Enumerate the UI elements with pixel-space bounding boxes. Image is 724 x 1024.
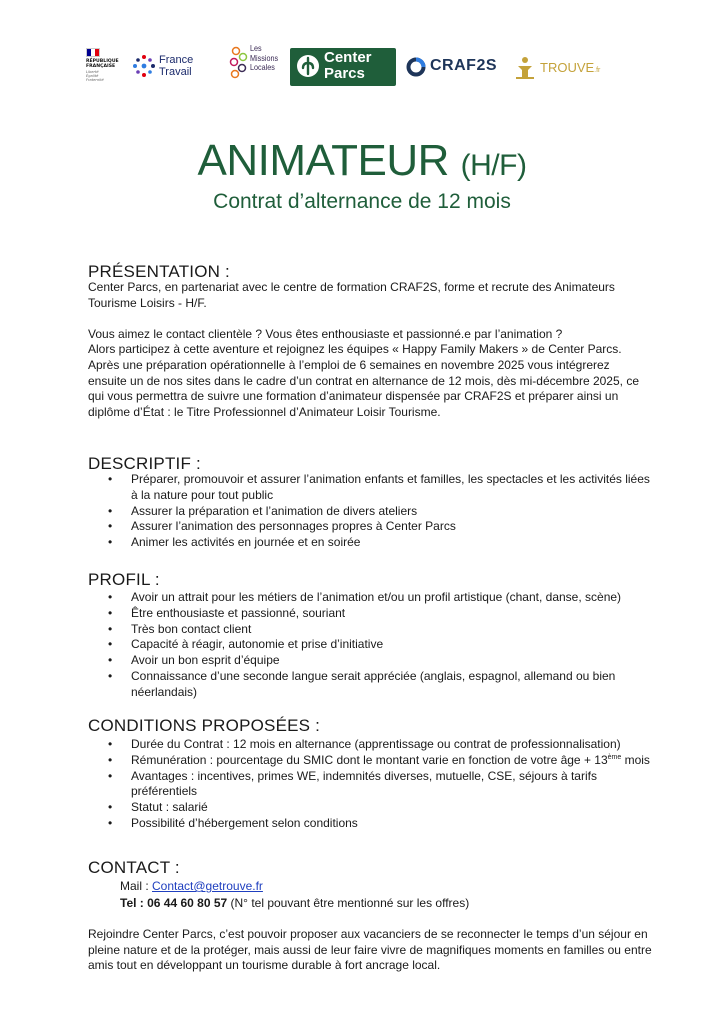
email-link[interactable]: Contact@getrouve.fr (152, 879, 263, 893)
france-travail-line-2: Travail (159, 66, 192, 78)
contact-heading: CONTACT : (88, 858, 180, 877)
france-travail-line-1: France (159, 54, 194, 66)
center-parcs-line-1: Center (324, 49, 372, 66)
presentation-line-5: qui vous permettra de suivre une formation d’animateur dispensée par CRAF2S et préparer ainsi un (88, 389, 619, 404)
presentation-line-4: ensuite un de nos sites dans le cadre d’un contrat en alternance de 12 mois, dès mi-décembre 2025, ce (88, 373, 639, 388)
presentation-line-6: diplôme d’État : le Titre Professionnel d’Animateur Loisir Tourisme. (88, 404, 441, 419)
title-main: ANIMATEUR (197, 136, 449, 185)
list-item: • Connaissance d’une seconde langue serait appréciée (anglais, espagnol, allemand ou bien néerlandais) (88, 669, 658, 701)
list-item: • Assurer la préparation et l’animation de divers ateliers (88, 504, 658, 520)
list-item: • Avoir un attrait pour les métiers de l’animation et/ou un profil artistique (chant, danse, scène) (88, 590, 658, 606)
remuneration-sup: ème (607, 753, 622, 761)
trouve-figure-icon (514, 56, 536, 80)
contact-mail-line (120, 878, 263, 894)
title-suffix: (H/F) (460, 149, 527, 182)
closing-paragraph: Rejoindre Center Parcs, c’est pouvoir proposer aux vacanciers de se reconnecter le temps d’un séjour en pleine nature et de la protéger, mais aussi de leur faire vivre de magnifiques moments en familles ou entre amis tout en développant un tourisme durable à fort ancrage local. (88, 927, 652, 973)
marianne-flag-icon (86, 48, 100, 57)
center-parcs-line-2: Parcs (324, 65, 365, 82)
descriptif-heading: DESCRIPTIF : (88, 454, 201, 473)
trouve-logo (514, 56, 616, 82)
france-travail-dots-icon (132, 54, 156, 78)
presentation-section (88, 280, 658, 420)
list-item: • Durée du Contrat : 12 mois en alternance (apprentissage ou contrat de professionnalisation) (88, 737, 658, 753)
presentation-line-2: Alors participez à cette aventure et rejoignez les équipes « Happy Family Makers » de Center Parcs. (88, 342, 622, 357)
center-parcs-logo (290, 48, 396, 86)
tel-note: (N° tel pouvant être mentionné sur les offres) (227, 896, 470, 910)
conditions-heading: CONDITIONS PROPOSÉES : (88, 716, 321, 735)
france-travail-logo (132, 52, 202, 82)
list-item: • Possibilité d’hébergement selon conditions (88, 816, 658, 832)
page-title (0, 138, 724, 189)
list-item (88, 753, 658, 769)
list-item: • Statut : salarié (88, 800, 658, 816)
list-item: • Être enthousiaste et passionné, souriant (88, 606, 658, 622)
profil-heading: PROFIL : (88, 570, 160, 589)
list-item: • Très bon contact client (88, 622, 658, 638)
motto-line-3: Fraternité (86, 78, 104, 83)
missions-locales-line-3: Locales (250, 62, 275, 72)
missions-locales-logo (228, 40, 288, 84)
mail-label: Mail : (120, 879, 153, 893)
descriptif-list (88, 472, 658, 551)
presentation-paragraph-1: Center Parcs, en partenariat avec le centre de formation CRAF2S, forme et recrute des Animateurs Tourisme Loisirs - H/F. (88, 280, 615, 310)
republique-francaise-line-1: RÉPUBLIQUE (86, 59, 119, 64)
presentation-line-1: Vous aimez le contact clientèle ? Vous êtes enthousiaste et passionné.e par l’animation ? (88, 326, 563, 341)
page-subtitle: Contrat d’alternance de 12 mois (213, 190, 511, 213)
craf2s-logo (406, 56, 512, 80)
missions-locales-line-2: Missions (250, 52, 279, 63)
craf2s-text: CRAF2S (430, 57, 498, 74)
partner-logos (86, 40, 646, 90)
list-item: • Avoir un bon esprit d’équipe (88, 653, 658, 669)
motto-line-1: Liberté (86, 69, 99, 74)
trouve-text: TROUVE (540, 60, 595, 75)
presentation-line-3: Après une préparation opérationnelle à l’emploi de 6 semaines en novembre 2025 vous intégrerez (88, 357, 610, 372)
missions-locales-icon (228, 46, 250, 80)
list-item: • Animer les activités en journée et en soirée (88, 535, 658, 551)
craf2s-ring-icon (406, 57, 426, 77)
center-parcs-leaf-icon (296, 54, 320, 78)
list-item: • Préparer, promouvoir et assurer l’animation enfants et familles, les spectacles et les activités liées à la nature pour tout public (88, 472, 658, 504)
remuneration-suffix: mois (621, 752, 650, 767)
profil-list (88, 590, 658, 701)
republique-francaise-line-2: FRANÇAISE (86, 64, 116, 70)
conditions-list (88, 737, 658, 832)
motto-line-2: Égalité (86, 74, 99, 79)
presentation-heading: PRÉSENTATION : (88, 262, 230, 281)
contact-tel-line (120, 895, 469, 911)
missions-locales-line-1: Les (250, 43, 262, 53)
trouve-suffix: .fr (594, 67, 601, 74)
list-item: • Capacité à réagir, autonomie et prise d’initiative (88, 637, 658, 653)
republique-francaise-logo (86, 48, 126, 86)
remuneration-text: Rémunération : pourcentage du SMIC dont le montant varie en fonction de votre âge + 13 (131, 752, 608, 767)
list-item: • Avantages : incentives, primes WE, indemnités diverses, mutuelle, CSE, séjours à tarifs préférentiels (88, 769, 658, 801)
list-item: • Assurer l’animation des personnages propres à Center Parcs (88, 519, 658, 535)
tel-label: Tel : 06 44 60 80 57 (120, 896, 228, 910)
